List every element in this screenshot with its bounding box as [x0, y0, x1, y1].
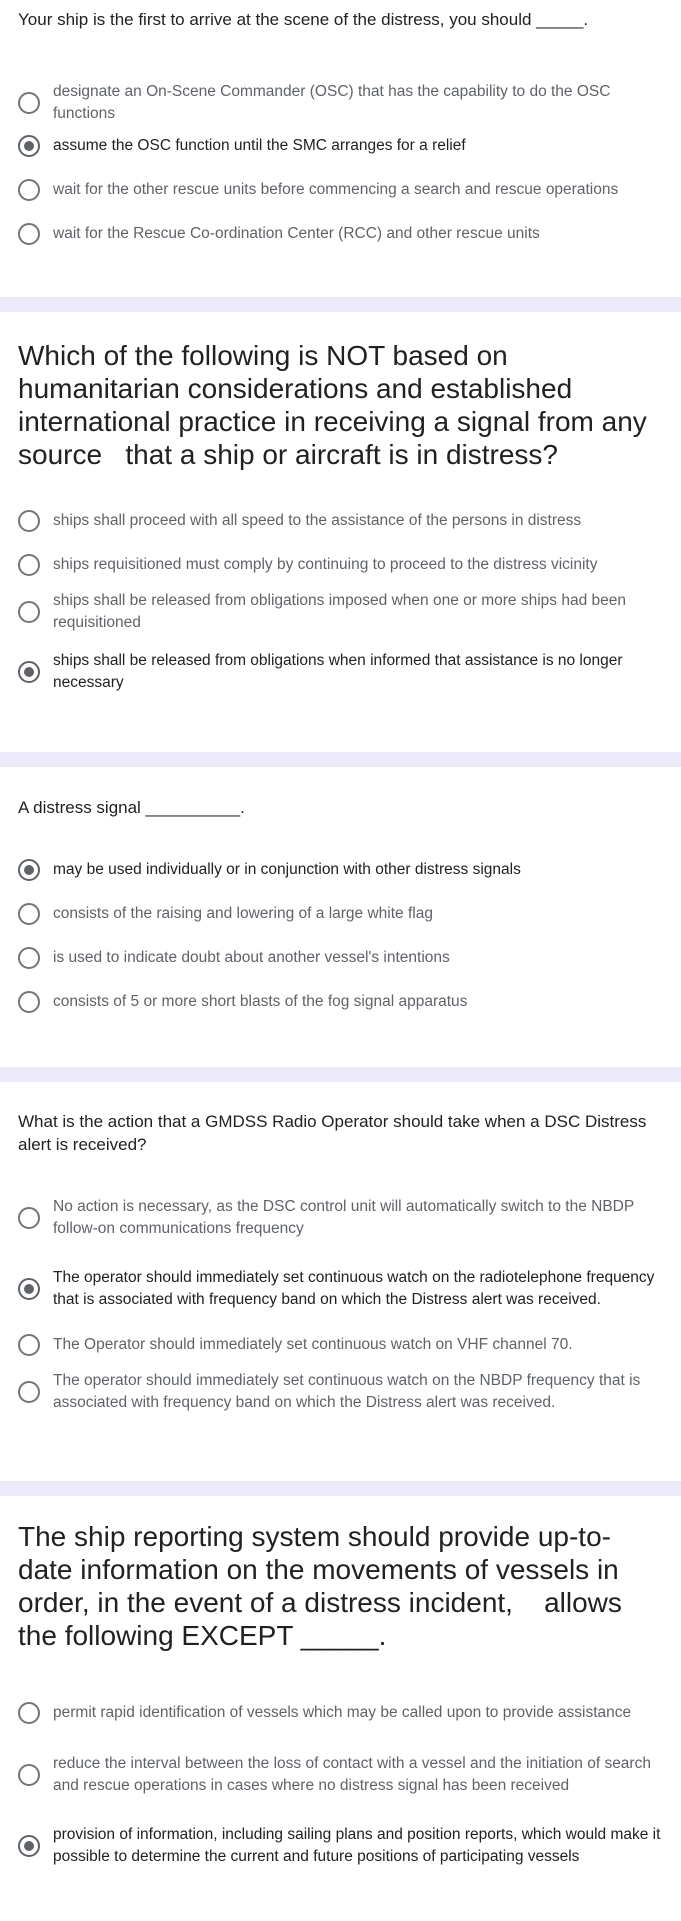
option-label: The Operator should immediately set continuous watch on VHF channel 70. — [53, 1336, 573, 1353]
radio-button[interactable] — [18, 903, 40, 925]
option-label: wait for the Rescue Co-ordination Center (RCC) and other rescue units — [53, 225, 540, 242]
section-divider — [0, 1067, 681, 1082]
option-label: consists of 5 or more short blasts of the fog signal apparatus — [53, 993, 468, 1010]
section-divider — [0, 752, 681, 767]
answer-option[interactable] — [18, 855, 663, 885]
option-label: ships shall proceed with all speed to the assistance of the persons in distress — [53, 512, 582, 529]
answer-option[interactable] — [18, 1196, 663, 1240]
option-label: reduce the interval between the loss of contact with a vessel and the initiation of search and rescue operations in cases where no distress signal has been received — [53, 1755, 651, 1794]
radio-button-selected[interactable] — [18, 859, 40, 881]
question-card-3 — [0, 767, 681, 1067]
answer-option[interactable] — [18, 81, 663, 125]
option-label: may be used individually or in conjunction with other distress signals — [53, 861, 521, 878]
option-label: ships requisitioned must comply by continuing to proceed to the distress vicinity — [53, 556, 598, 573]
radio-button[interactable] — [18, 92, 40, 114]
question-card-4 — [0, 1082, 681, 1481]
answer-option[interactable] — [18, 175, 663, 205]
answer-option[interactable] — [18, 943, 663, 973]
radio-button-selected[interactable] — [18, 661, 40, 683]
option-label: consists of the raising and lowering of a large white flag — [53, 905, 433, 922]
option-label: ships shall be released from obligations when informed that assistance is no longer necessary — [53, 652, 623, 691]
answer-option[interactable] — [18, 1256, 663, 1322]
question-card-1 — [0, 0, 681, 297]
option-label: No action is necessary, as the DSC control unit will automatically switch to the NBDP follow-on communications frequency — [53, 1198, 634, 1237]
question-card-2 — [0, 312, 681, 752]
answer-option[interactable] — [18, 987, 663, 1017]
question-card-5 — [0, 1496, 681, 1896]
option-label: is used to indicate doubt about another vessel's intentions — [53, 949, 450, 966]
radio-button[interactable] — [18, 1334, 40, 1356]
radio-button[interactable] — [18, 223, 40, 245]
radio-button[interactable] — [18, 510, 40, 532]
option-label: assume the OSC function until the SMC arranges for a relief — [53, 137, 466, 154]
section-divider — [0, 1481, 681, 1496]
answer-option[interactable] — [18, 131, 663, 161]
section-divider — [0, 297, 681, 312]
answer-option[interactable] — [18, 1753, 663, 1797]
radio-button[interactable] — [18, 601, 40, 623]
question-text: A distress signal __________. — [18, 798, 245, 817]
radio-button[interactable] — [18, 947, 40, 969]
radio-button-selected[interactable] — [18, 1835, 40, 1857]
radio-button[interactable] — [18, 1207, 40, 1229]
option-label: The operator should immediately set continuous watch on the NBDP frequency that is associated with frequency band on which the Distress alert was received. — [53, 1372, 641, 1411]
option-label: wait for the other rescue units before commencing a search and rescue operations — [53, 181, 619, 198]
radio-button[interactable] — [18, 1764, 40, 1786]
answer-option[interactable] — [18, 1330, 663, 1360]
option-label: provision of information, including sailing plans and position reports, which would make it possible to determine the current and future positions of participating vessels — [53, 1826, 661, 1865]
answer-option[interactable] — [18, 1813, 663, 1879]
radio-button[interactable] — [18, 991, 40, 1013]
answer-option[interactable] — [18, 650, 663, 694]
radio-button[interactable] — [18, 1381, 40, 1403]
radio-button[interactable] — [18, 1702, 40, 1724]
question-text: The ship reporting system should provide up-to-date information on the movements of vessels in order, in the event of a distress incident, allows the following EXCEPT _____. — [18, 1521, 630, 1651]
answer-option[interactable] — [18, 899, 663, 929]
answer-option[interactable] — [18, 550, 663, 580]
question-text: Your ship is the first to arrive at the scene of the distress, you should _____. — [18, 10, 589, 29]
option-label: ships shall be released from obligations imposed when one or more ships had been requisitioned — [53, 592, 626, 631]
question-text: Which of the following is NOT based on humanitarian considerations and established international practice in receiving a signal from any source that a ship or aircraft is in distress? — [18, 340, 655, 470]
option-label: designate an On-Scene Commander (OSC) that has the capability to do the OSC functions — [53, 83, 611, 122]
answer-option[interactable] — [18, 590, 663, 634]
option-label: permit rapid identification of vessels which may be called upon to provide assistance — [53, 1704, 632, 1721]
question-text: What is the action that a GMDSS Radio Operator should take when a DSC Distress alert is received? — [18, 1112, 647, 1154]
answer-option[interactable] — [18, 1370, 663, 1414]
answer-option[interactable] — [18, 506, 663, 536]
answer-option[interactable] — [18, 1691, 663, 1735]
option-label: The operator should immediately set continuous watch on the radiotelephone frequency that is associated with frequency band on which the Distress alert was received. — [53, 1269, 655, 1308]
radio-button-selected[interactable] — [18, 1278, 40, 1300]
answer-option[interactable] — [18, 219, 663, 249]
radio-button-selected[interactable] — [18, 135, 40, 157]
radio-button[interactable] — [18, 554, 40, 576]
radio-button[interactable] — [18, 179, 40, 201]
